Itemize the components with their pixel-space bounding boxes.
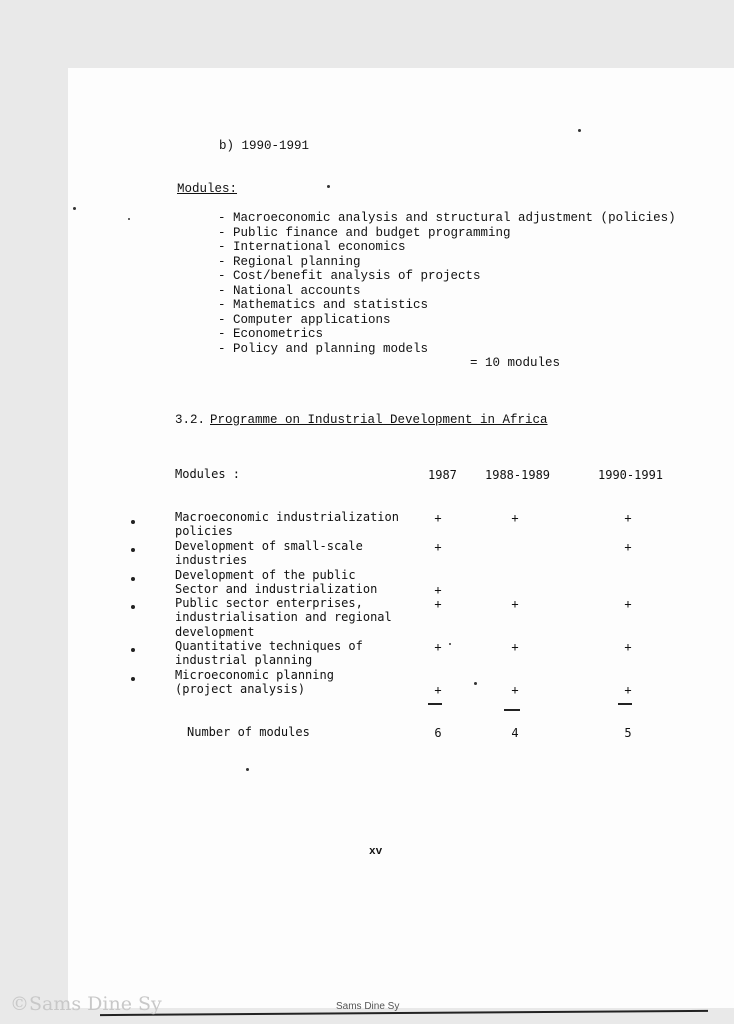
table-cell: +	[434, 511, 442, 525]
scan-speck	[246, 768, 249, 771]
scan-speck	[128, 218, 130, 220]
footer-rule	[100, 1010, 708, 1016]
table-row-label: Microeconomic planning (project analysis)	[175, 668, 334, 697]
bullet	[131, 548, 135, 552]
total-rule	[618, 703, 632, 705]
table-cell: +	[434, 540, 442, 554]
section-number: 3.2.	[175, 413, 206, 427]
column-header-1988-1989: 1988-1989	[485, 468, 551, 482]
page-number: xv	[369, 846, 383, 858]
list-item: - Computer applications	[218, 312, 391, 327]
bullet	[131, 520, 135, 524]
table-cell: +	[624, 640, 632, 654]
watermark: ©Sams Dine Sy	[10, 993, 162, 1015]
list-item: - International economics	[218, 240, 406, 254]
total-label: Number of modules	[187, 725, 310, 739]
list-item: - Cost/benefit analysis of projects	[218, 269, 481, 283]
scan-speck	[578, 129, 581, 132]
list-item: - Mathematics and statistics	[218, 298, 429, 312]
table-cell: +	[511, 683, 519, 697]
scan-speck	[474, 682, 477, 685]
table-cell: +	[511, 597, 519, 611]
modules-label: Modules:	[177, 182, 238, 196]
table-cell: +	[434, 640, 442, 654]
table-cell: +	[624, 540, 632, 554]
bullet	[131, 605, 135, 609]
table-cell: +	[434, 597, 442, 611]
table-cell: +	[434, 683, 442, 697]
table-cell: +	[624, 597, 632, 611]
total-1987: 6	[434, 726, 442, 740]
table-row-label: Public sector enterprises, industrialisation and regional development	[175, 596, 392, 639]
total-1990-1991: 5	[624, 726, 632, 740]
section-b-heading: b) 1990-1991	[219, 139, 310, 153]
footer-text: Sams Dine Sy	[336, 1001, 400, 1012]
scan-speck	[449, 643, 451, 645]
column-header-1987: 1987	[428, 468, 457, 482]
table-cell: +	[624, 683, 632, 697]
scan-speck	[327, 185, 330, 188]
table-header-label: Modules :	[175, 467, 241, 481]
list-item: - Policy and planning models	[218, 341, 429, 356]
list-item: - Regional planning	[218, 254, 361, 269]
table-cell: +	[511, 640, 519, 654]
table-row-label: Development of the public Sector and industrialization	[175, 568, 378, 597]
bullet	[131, 577, 135, 581]
column-header-1990-1991: 1990-1991	[598, 468, 664, 482]
module-list	[218, 211, 676, 356]
total-1988-1989: 4	[511, 726, 519, 740]
scan-speck	[73, 207, 76, 210]
table-cell: +	[511, 511, 519, 525]
list-item: - Macroeconomic analysis and structural adjustment (policies)	[218, 211, 676, 225]
table-row-label: Development of small-scale industries	[175, 539, 363, 568]
total-rule	[504, 709, 520, 711]
table-row-label: Macroeconomic industrialization policies	[175, 510, 399, 539]
table-cell: +	[434, 583, 442, 597]
table-cell: +	[624, 511, 632, 525]
bullet	[131, 648, 135, 652]
total-rule	[428, 703, 442, 705]
document-page	[68, 68, 734, 1008]
table-row-label: Quantitative techniques of industrial planning	[175, 639, 363, 668]
list-item: - National accounts	[218, 283, 361, 298]
list-item: - Public finance and budget programming	[218, 225, 511, 240]
list-item: - Econometrics	[218, 327, 324, 341]
section-title: Programme on Industrial Development in Africa	[210, 413, 548, 427]
bullet	[131, 677, 135, 681]
modules-total: = 10 modules	[470, 356, 561, 370]
